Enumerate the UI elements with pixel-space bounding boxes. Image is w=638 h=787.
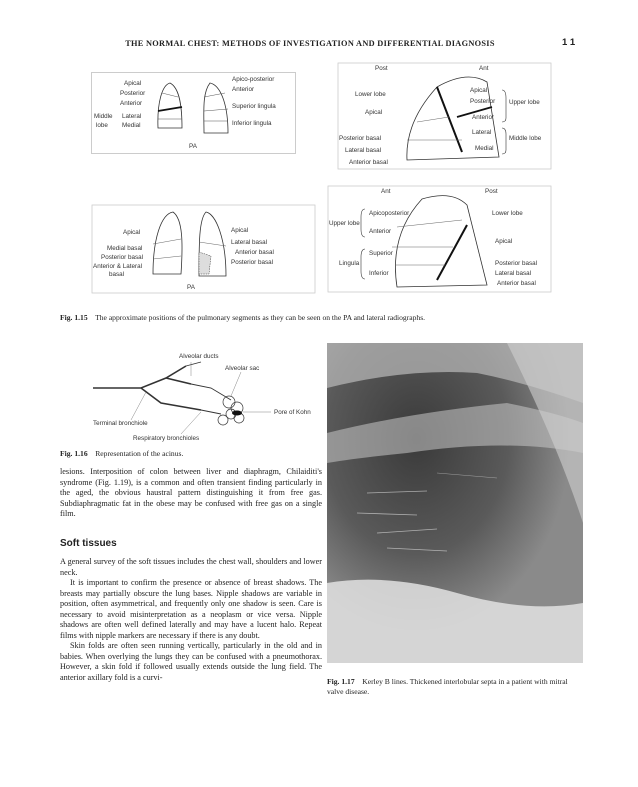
- label-apicoposterior: Apicoposterior: [369, 210, 410, 217]
- label-r-apical: Apical: [470, 87, 488, 94]
- label-lateral-basal: Lateral basal: [231, 239, 268, 246]
- label-r-lateral: Lateral: [472, 129, 492, 136]
- label-posterior-basal: Posterior basal: [495, 260, 537, 267]
- body-text-bottom: [60, 557, 322, 683]
- label-superior-lingula: Superior lingula: [232, 103, 276, 110]
- label-apical: Apical: [495, 238, 513, 245]
- label-medial: Medial: [122, 122, 141, 129]
- label-anterior-basal: Anterior basal: [497, 280, 536, 287]
- label-middle: Middle: [94, 113, 113, 120]
- paragraph-1: lesions. Interposition of colon between liver and diaphragm, Chilaiditi's syndrome (Fig. 1.19), is a common and often transient finding particularly in the aged, the obvious haustral pattern distinguishing it from free gas. Subdiaphragmatic fat in the obese may be confused with free gas on a single film.: [60, 467, 322, 518]
- label-anterior-lateral: Anterior & Lateral: [93, 263, 143, 270]
- label-lower-lobe: Lower lobe: [355, 91, 386, 98]
- paragraph-3: It is important to confirm the presence or absence of breast shadows. The breasts may partially obscure the lung bases. Nipple shadows are variable in position, often asymmetrical, and frequently only one shadow is seen. Care is necessary to avoid misinterpretation as a neoplasm or vice versa. Nipple shadows are often well defined laterally and may have a lucent halo. Repeat films with nipple markers are necessary if there is any doubt.: [60, 578, 322, 640]
- label-respiratory-bronchioles: Respiratory bronchioles: [133, 435, 200, 442]
- label-apical: Apical: [365, 109, 383, 116]
- fig-1-17-caption: [327, 677, 583, 697]
- label-posterior-basal: Posterior basal: [339, 135, 381, 142]
- body-text-top: [60, 467, 322, 520]
- label-posterior-basal-r: Posterior basal: [231, 259, 273, 266]
- label-lateral: Lateral: [122, 113, 142, 120]
- paragraph-4: Skin folds are often seen running vertically, particularly in the old and in babies. When overlying the lungs they can be confused with a pneumothorax. However, a skin fold if followed usually extends outside the lung field. The anterior axillary fold is a curvi-: [60, 641, 322, 682]
- label-ant: Ant: [479, 65, 489, 72]
- label-alveolar-ducts: Alveolar ducts: [179, 353, 219, 360]
- fig-1-17-radiograph: [327, 343, 583, 663]
- label-post: Post: [485, 188, 498, 195]
- label-lingula: Lingula: [339, 260, 360, 267]
- label-posterior: Posterior: [120, 90, 146, 97]
- fig-1-15-text: The approximate positions of the pulmonary segments as they can be seen on the PA and lateral radiographs.: [95, 313, 426, 322]
- fig-1-15-pa-upper: [91, 72, 296, 154]
- label-r-medial: Medial: [475, 145, 494, 152]
- paragraph-2: A general survey of the soft tissues includes the chest wall, shoulders and lower neck.: [60, 557, 322, 577]
- label-middle-lobe: Middle lobe: [509, 135, 542, 142]
- running-header: THE NORMAL CHEST: METHODS OF INVESTIGATION AND DIFFERENTIAL DIAGNOSIS: [125, 39, 495, 48]
- fig-1-15-lateral-left: [327, 185, 552, 293]
- fig-1-16-acinus: [91, 348, 323, 444]
- fig-1-17-label: Fig. 1.17: [327, 677, 355, 686]
- label-posterior-basal: Posterior basal: [101, 254, 143, 261]
- label-lower-lobe: Lower lobe: [492, 210, 523, 217]
- label-basal: basal: [109, 271, 125, 278]
- label-superior: Superior: [369, 250, 393, 257]
- fig-1-16-text: Representation of the acinus.: [95, 449, 184, 458]
- label-post: Post: [375, 65, 388, 72]
- label-terminal-bronchiole: Terminal bronchiole: [93, 420, 148, 427]
- label-upper-lobe: Upper lobe: [329, 220, 360, 227]
- section-heading-soft-tissues: Soft tissues: [60, 538, 117, 549]
- fig-1-15-caption: [60, 313, 580, 323]
- label-apical: Apical: [124, 80, 142, 87]
- label-apical-l: Apical: [123, 229, 141, 236]
- label-pore-of-kohn: Pore of Kohn: [274, 409, 311, 416]
- label-pa: PA: [189, 143, 197, 150]
- label-ant: Ant: [381, 188, 391, 195]
- label-anterior: Anterior: [369, 228, 392, 235]
- label-apical-r: Apical: [231, 227, 249, 234]
- label-lobe: lobe: [96, 122, 108, 129]
- label-inferior-lingula: Inferior lingula: [232, 120, 272, 127]
- label-medial-basal: Medial basal: [107, 245, 143, 252]
- fig-1-15-lateral-right: [337, 62, 552, 170]
- label-r-posterior: Posterior: [470, 98, 496, 105]
- label-lateral-basal: Lateral basal: [495, 270, 532, 277]
- label-pa: PA: [187, 284, 195, 291]
- page-number: 1 1: [562, 37, 576, 48]
- label-anterior-basal: Anterior basal: [235, 249, 274, 256]
- label-alveolar-sac: Alveolar sac: [225, 365, 260, 372]
- fig-1-15-pa-lower: [91, 204, 316, 294]
- fig-1-16-label: Fig. 1.16: [60, 449, 88, 458]
- label-anterior-r: Anterior: [232, 86, 255, 93]
- label-lateral-basal: Lateral basal: [345, 147, 382, 154]
- fig-1-15-label: Fig. 1.15: [60, 313, 88, 322]
- label-anterior: Anterior: [120, 100, 143, 107]
- label-anterior-basal: Anterior basal: [349, 159, 388, 166]
- label-inferior: Inferior: [369, 270, 389, 277]
- label-upper-lobe: Upper lobe: [509, 99, 540, 106]
- label-r-anterior: Anterior: [472, 114, 495, 121]
- label-apico-posterior: Apico-posterior: [232, 76, 275, 83]
- fig-1-16-caption: [60, 449, 320, 459]
- fig-1-17-text: Kerley B lines. Thickened interlobular septa in a patient with mitral valve disease.: [327, 677, 568, 696]
